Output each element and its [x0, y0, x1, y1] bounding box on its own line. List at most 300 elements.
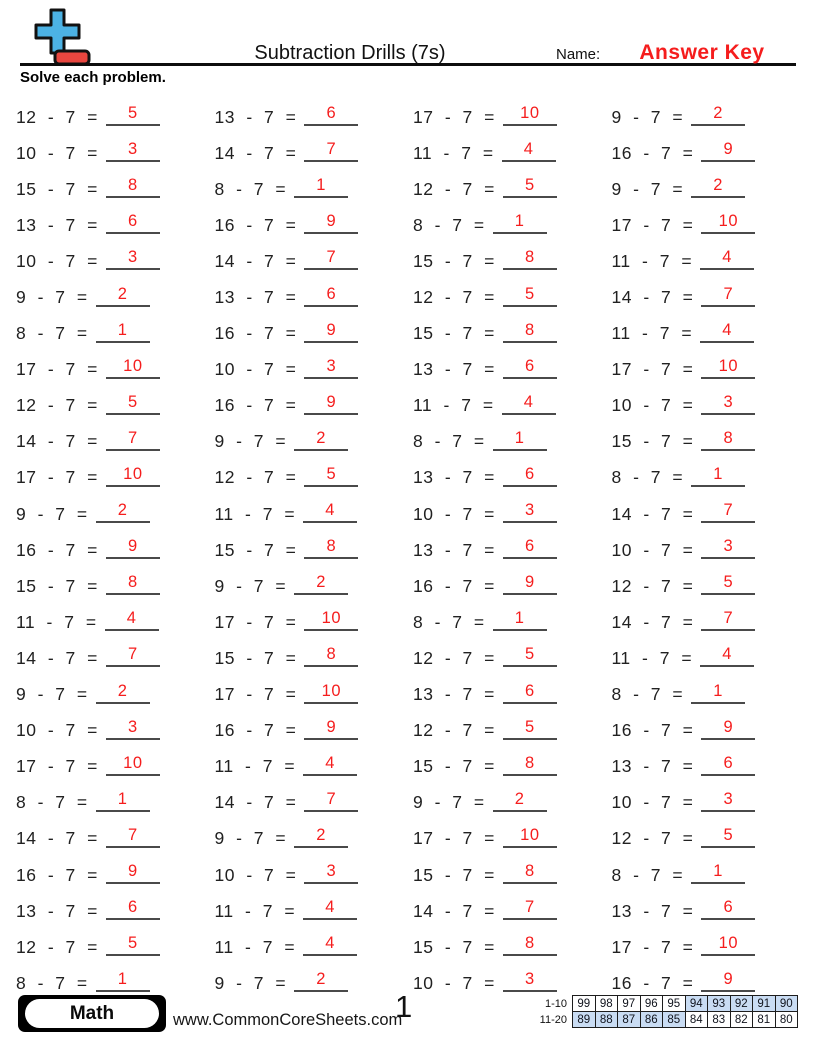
- score-row: [540, 996, 798, 1012]
- answer-blank[interactable]: [691, 465, 745, 487]
- score-cell: 84: [685, 1012, 708, 1028]
- problem-row: [413, 352, 604, 388]
- answer-blank[interactable]: [700, 645, 754, 667]
- problem-expression: 14 - 7 =: [413, 900, 495, 921]
- problem-expression: 15 - 7 =: [214, 647, 297, 668]
- name-label: Name:: [556, 46, 601, 63]
- answer-blank[interactable]: [701, 790, 755, 812]
- answer-value: 10: [520, 104, 540, 123]
- answer-value: 8: [128, 573, 138, 592]
- problem-expression: 8 - 7 =: [611, 467, 684, 488]
- problem-row: [16, 243, 207, 279]
- answer-blank[interactable]: [691, 176, 745, 198]
- answer-value: 8: [525, 862, 535, 881]
- answer-value: 6: [525, 537, 535, 556]
- answer-value: 4: [325, 753, 335, 772]
- answer-value: 10: [123, 356, 143, 375]
- answer-value: 2: [713, 104, 723, 123]
- problem-row: [612, 785, 803, 821]
- problem-row: [215, 316, 406, 352]
- problem-expression: 16 - 7 =: [214, 395, 297, 416]
- problem-expression: 17 - 7 =: [16, 467, 98, 488]
- problem-row: [612, 135, 803, 171]
- answer-value: 10: [520, 825, 540, 844]
- problem-row: [612, 604, 803, 640]
- answer-blank[interactable]: [503, 826, 557, 848]
- score-cell: 87: [618, 1012, 641, 1028]
- problem-row: [413, 893, 604, 929]
- answer-blank[interactable]: [303, 898, 357, 920]
- answer-value: 5: [128, 392, 138, 411]
- answer-blank[interactable]: [493, 609, 547, 631]
- answer-blank[interactable]: [691, 682, 745, 704]
- answer-blank[interactable]: [304, 718, 358, 740]
- problem-expression: 8 - 7 =: [413, 431, 485, 452]
- website-link[interactable]: www.CommonCoreSheets.com: [173, 1011, 403, 1029]
- answer-value: 1: [316, 176, 326, 195]
- answer-blank[interactable]: [106, 826, 160, 848]
- score-cell: 93: [708, 996, 731, 1012]
- problem-expression: 16 - 7 =: [611, 720, 694, 741]
- problem-expression: 17 - 7 =: [611, 936, 694, 957]
- answer-value: 3: [326, 862, 337, 881]
- problem-expression: 11 - 7 =: [16, 611, 97, 632]
- answer-blank[interactable]: [503, 682, 557, 704]
- problem-row: [612, 99, 803, 135]
- problem-expression: 15 - 7 =: [413, 250, 495, 271]
- answer-value: 10: [123, 464, 143, 483]
- problem-expression: 10 - 7 =: [214, 864, 297, 885]
- answer-blank[interactable]: [701, 718, 755, 740]
- problem-expression: 17 - 7 =: [16, 359, 98, 380]
- score-cell: 91: [753, 996, 776, 1012]
- answer-blank[interactable]: [96, 682, 150, 704]
- answer-blank[interactable]: [503, 537, 557, 559]
- answer-value: 7: [723, 609, 734, 628]
- answer-blank[interactable]: [106, 862, 160, 884]
- answer-blank[interactable]: [304, 321, 358, 343]
- answer-blank[interactable]: [503, 573, 557, 595]
- subject-pill: [25, 999, 159, 1028]
- score-cell: 98: [595, 996, 618, 1012]
- answer-blank[interactable]: [96, 285, 150, 307]
- answer-blank[interactable]: [493, 212, 547, 234]
- answer-blank[interactable]: [701, 970, 755, 992]
- problem-expression: 11 - 7 =: [214, 936, 296, 957]
- problem-expression: 12 - 7 =: [413, 287, 495, 308]
- problem-row: [215, 99, 406, 135]
- problem-expression: 13 - 7 =: [214, 287, 297, 308]
- answer-blank[interactable]: [701, 934, 755, 956]
- problem-expression: 17 - 7 =: [413, 106, 495, 127]
- problem-row: [16, 352, 207, 388]
- problem-expression: 11 - 7 =: [413, 395, 494, 416]
- answer-blank[interactable]: [701, 393, 755, 415]
- answer-blank[interactable]: [96, 970, 150, 992]
- answer-blank[interactable]: [701, 212, 755, 234]
- problem-row: [612, 171, 803, 207]
- answer-value: 7: [326, 789, 337, 808]
- problem-row: [215, 279, 406, 315]
- answer-blank[interactable]: [493, 790, 547, 812]
- answer-blank[interactable]: [304, 790, 358, 812]
- answer-value: 3: [723, 789, 734, 808]
- answer-value: 6: [525, 464, 535, 483]
- answer-value: 3: [128, 140, 138, 159]
- answer-blank[interactable]: [503, 934, 557, 956]
- score-cell: 97: [618, 996, 641, 1012]
- problem-expression: 14 - 7 =: [214, 142, 297, 163]
- answer-blank[interactable]: [700, 321, 754, 343]
- problem-row: [612, 243, 803, 279]
- answer-blank[interactable]: [304, 682, 358, 704]
- problem-row: [413, 857, 604, 893]
- problem-expression: 15 - 7 =: [611, 431, 694, 452]
- problem-row: [215, 496, 406, 532]
- answer-value: 7: [326, 248, 337, 267]
- problem-row: [413, 785, 604, 821]
- answer-value: 6: [723, 753, 734, 772]
- problem-row: [16, 893, 207, 929]
- answer-blank[interactable]: [304, 212, 358, 234]
- problem-expression: 10 - 7 =: [611, 395, 694, 416]
- problem-row: [215, 785, 406, 821]
- answer-value: 7: [128, 825, 138, 844]
- problem-row: [16, 135, 207, 171]
- answer-value: 2: [117, 501, 128, 520]
- problem-expression: 16 - 7 =: [214, 720, 297, 741]
- answer-value: 5: [128, 934, 138, 953]
- answer-blank[interactable]: [503, 357, 557, 379]
- problem-row: [612, 460, 803, 496]
- problem-row: [215, 171, 406, 207]
- answer-blank[interactable]: [304, 393, 358, 415]
- answer-value: 1: [117, 320, 128, 339]
- answer-blank[interactable]: [106, 248, 160, 270]
- problem-expression: 12 - 7 =: [16, 936, 98, 957]
- answer-value: 10: [718, 212, 739, 231]
- problem-row: [16, 279, 207, 315]
- answer-blank[interactable]: [701, 140, 755, 162]
- problem-row: [612, 316, 803, 352]
- problem-expression: 10 - 7 =: [16, 250, 98, 271]
- answer-blank[interactable]: [701, 573, 755, 595]
- answer-blank[interactable]: [304, 609, 358, 631]
- answer-blank[interactable]: [303, 754, 357, 776]
- answer-blank[interactable]: [304, 248, 358, 270]
- problem-expression: 14 - 7 =: [16, 431, 98, 452]
- answer-blank[interactable]: [304, 104, 358, 126]
- answer-blank[interactable]: [503, 248, 557, 270]
- answer-blank[interactable]: [304, 862, 358, 884]
- problem-expression: 17 - 7 =: [611, 359, 694, 380]
- answer-blank[interactable]: [106, 537, 160, 559]
- plus-icon: [36, 10, 79, 53]
- problem-expression: 9 - 7 =: [611, 106, 684, 127]
- problem-row: [16, 604, 207, 640]
- answer-blank[interactable]: [294, 970, 348, 992]
- answer-blank[interactable]: [502, 140, 556, 162]
- answer-blank[interactable]: [701, 609, 755, 631]
- problem-expression: 16 - 7 =: [413, 575, 495, 596]
- score-cell: 85: [663, 1012, 686, 1028]
- problem-row: [215, 532, 406, 568]
- answer-value: 4: [126, 609, 137, 628]
- problem-expression: 13 - 7 =: [16, 214, 98, 235]
- problem-expression: 13 - 7 =: [413, 467, 495, 488]
- problem-row: [413, 568, 604, 604]
- problem-row: [215, 713, 406, 749]
- answer-blank[interactable]: [96, 790, 150, 812]
- answer-value: 1: [514, 609, 525, 628]
- answer-blank[interactable]: [502, 393, 556, 415]
- answer-blank[interactable]: [503, 176, 557, 198]
- answer-value: 2: [514, 789, 525, 808]
- answer-value: 5: [128, 104, 138, 123]
- problem-row: [612, 640, 803, 676]
- answer-value: 10: [123, 753, 143, 772]
- score-cell: 82: [730, 1012, 753, 1028]
- answer-value: 8: [525, 934, 535, 953]
- score-cell: 92: [730, 996, 753, 1012]
- problem-row: [215, 893, 406, 929]
- answer-blank[interactable]: [701, 357, 755, 379]
- answer-value: 4: [523, 392, 534, 411]
- problem-row: [16, 532, 207, 568]
- problem-expression: 15 - 7 =: [413, 864, 495, 885]
- answer-blank[interactable]: [294, 573, 348, 595]
- answer-blank[interactable]: [304, 357, 358, 379]
- answer-blank[interactable]: [503, 645, 557, 667]
- problem-expression: 13 - 7 =: [611, 900, 694, 921]
- answer-blank[interactable]: [503, 862, 557, 884]
- answer-blank[interactable]: [106, 645, 160, 667]
- answer-blank[interactable]: [106, 212, 160, 234]
- answer-blank[interactable]: [106, 934, 160, 956]
- answer-blank[interactable]: [701, 429, 755, 451]
- problem-expression: 14 - 7 =: [16, 647, 98, 668]
- answer-value: 6: [326, 284, 337, 303]
- answer-blank[interactable]: [691, 862, 745, 884]
- problems-grid: [16, 99, 802, 1001]
- problem-expression: 9 - 7 =: [214, 575, 287, 596]
- score-cell: 83: [708, 1012, 731, 1028]
- answer-blank[interactable]: [304, 285, 358, 307]
- answer-blank[interactable]: [304, 140, 358, 162]
- answer-blank[interactable]: [304, 537, 358, 559]
- problem-row: [215, 135, 406, 171]
- problem-row: [16, 316, 207, 352]
- answer-blank[interactable]: [493, 429, 547, 451]
- problem-expression: 15 - 7 =: [16, 575, 98, 596]
- answer-blank[interactable]: [106, 898, 160, 920]
- answer-value: 4: [722, 248, 732, 267]
- answer-value: 10: [718, 934, 739, 953]
- answer-blank[interactable]: [701, 285, 755, 307]
- answer-blank[interactable]: [701, 898, 755, 920]
- answer-value: 6: [326, 104, 337, 123]
- problem-expression: 9 - 7 =: [16, 684, 88, 705]
- problem-expression: 12 - 7 =: [214, 467, 297, 488]
- problem-expression: 9 - 7 =: [16, 287, 88, 308]
- answer-value: 9: [326, 392, 337, 411]
- problem-row: [16, 568, 207, 604]
- answer-value: 3: [723, 392, 734, 411]
- answer-value: 5: [525, 645, 535, 664]
- answer-value: 5: [525, 284, 535, 303]
- problem-expression: 15 - 7 =: [214, 539, 297, 560]
- problem-expression: 12 - 7 =: [16, 395, 98, 416]
- answer-value: 10: [718, 356, 739, 375]
- problem-expression: 9 - 7 =: [214, 828, 287, 849]
- score-cell: 89: [573, 1012, 596, 1028]
- problem-row: [612, 207, 803, 243]
- problem-row: [612, 893, 803, 929]
- problem-row: [413, 640, 604, 676]
- score-cell: 94: [685, 996, 708, 1012]
- answer-blank[interactable]: [106, 176, 160, 198]
- answer-key-label: Answer Key: [639, 41, 765, 64]
- answer-value: 6: [723, 898, 734, 917]
- answer-blank[interactable]: [303, 934, 357, 956]
- answer-blank[interactable]: [503, 898, 557, 920]
- answer-blank[interactable]: [106, 104, 160, 126]
- answer-blank[interactable]: [503, 970, 557, 992]
- problem-row: [16, 99, 207, 135]
- answer-value: 1: [514, 212, 525, 231]
- problem-expression: 13 - 7 =: [611, 756, 694, 777]
- problem-expression: 11 - 7 =: [611, 250, 693, 271]
- answer-blank[interactable]: [503, 465, 557, 487]
- problem-row: [16, 496, 207, 532]
- problem-row: [215, 749, 406, 785]
- problem-expression: 9 - 7 =: [214, 431, 287, 452]
- problem-expression: 9 - 7 =: [16, 503, 88, 524]
- problem-expression: 8 - 7 =: [611, 684, 684, 705]
- answer-blank[interactable]: [700, 248, 754, 270]
- answer-value: 7: [525, 898, 535, 917]
- problem-expression: 15 - 7 =: [413, 936, 495, 957]
- answer-value: 6: [128, 212, 138, 231]
- problem-row: [413, 929, 604, 965]
- problem-expression: 17 - 7 =: [214, 611, 297, 632]
- problem-expression: 14 - 7 =: [611, 611, 694, 632]
- answer-blank[interactable]: [106, 357, 160, 379]
- problem-row: [413, 749, 604, 785]
- answer-value: 4: [325, 501, 335, 520]
- answer-blank[interactable]: [96, 321, 150, 343]
- problem-expression: 13 - 7 =: [16, 900, 98, 921]
- answer-value: 8: [525, 248, 535, 267]
- problem-row: [612, 929, 803, 965]
- answer-blank[interactable]: [106, 573, 160, 595]
- problem-column-2: [215, 99, 406, 1001]
- answer-blank[interactable]: [106, 465, 160, 487]
- problem-row: [215, 677, 406, 713]
- answer-value: 2: [713, 176, 723, 195]
- answer-blank[interactable]: [503, 718, 557, 740]
- answer-blank[interactable]: [106, 754, 160, 776]
- answer-blank[interactable]: [105, 609, 159, 631]
- problem-expression: 14 - 7 =: [611, 503, 694, 524]
- problem-expression: 10 - 7 =: [413, 972, 495, 993]
- score-cell: 80: [775, 1012, 798, 1028]
- problem-row: [413, 424, 604, 460]
- problem-expression: 16 - 7 =: [214, 323, 297, 344]
- answer-blank[interactable]: [503, 754, 557, 776]
- problem-expression: 15 - 7 =: [413, 756, 495, 777]
- problem-row: [215, 857, 406, 893]
- answer-blank[interactable]: [701, 501, 755, 523]
- answer-value: 5: [525, 717, 535, 736]
- answer-value: 9: [326, 320, 337, 339]
- answer-value: 2: [117, 284, 128, 303]
- problem-expression: 10 - 7 =: [611, 792, 694, 813]
- answer-value: 3: [525, 501, 535, 520]
- answer-blank[interactable]: [294, 826, 348, 848]
- answer-blank[interactable]: [106, 429, 160, 451]
- score-cell: 81: [753, 1012, 776, 1028]
- page-number: 1: [395, 989, 413, 1024]
- problem-row: [612, 388, 803, 424]
- problem-row: [612, 279, 803, 315]
- problem-row: [413, 99, 604, 135]
- problem-row: [215, 604, 406, 640]
- problem-expression: 13 - 7 =: [413, 359, 495, 380]
- problem-row: [612, 677, 803, 713]
- problem-column-4: [612, 99, 803, 1001]
- answer-blank[interactable]: [503, 104, 557, 126]
- problem-expression: 12 - 7 =: [413, 178, 495, 199]
- problem-row: [612, 749, 803, 785]
- answer-blank[interactable]: [691, 104, 745, 126]
- answer-blank[interactable]: [106, 140, 160, 162]
- answer-blank[interactable]: [503, 321, 557, 343]
- answer-blank[interactable]: [701, 754, 755, 776]
- answer-value: 5: [723, 573, 734, 592]
- problem-row: [16, 857, 207, 893]
- problem-row: [413, 207, 604, 243]
- answer-blank[interactable]: [294, 176, 348, 198]
- problem-row: [612, 821, 803, 857]
- commoncoresheets-logo: [26, 6, 98, 70]
- answer-blank[interactable]: [294, 429, 348, 451]
- worksheet-title: Subtraction Drills (7s): [254, 42, 446, 64]
- answer-blank[interactable]: [303, 501, 357, 523]
- answer-blank[interactable]: [503, 285, 557, 307]
- footer: [18, 989, 798, 1037]
- answer-blank[interactable]: [701, 826, 755, 848]
- answer-value: 4: [722, 320, 732, 339]
- answer-blank[interactable]: [96, 501, 150, 523]
- answer-blank[interactable]: [106, 393, 160, 415]
- problem-expression: 13 - 7 =: [413, 684, 495, 705]
- problem-row: [16, 929, 207, 965]
- problem-row: [215, 460, 406, 496]
- answer-blank[interactable]: [106, 718, 160, 740]
- answer-value: 2: [316, 573, 326, 592]
- problem-expression: 12 - 7 =: [16, 106, 98, 127]
- answer-blank[interactable]: [304, 645, 358, 667]
- problem-row: [215, 821, 406, 857]
- answer-blank[interactable]: [701, 537, 755, 559]
- answer-blank[interactable]: [503, 501, 557, 523]
- answer-value: 10: [321, 609, 342, 628]
- answer-value: 8: [723, 428, 734, 447]
- problem-row: [16, 785, 207, 821]
- answer-blank[interactable]: [304, 465, 358, 487]
- problem-row: [16, 713, 207, 749]
